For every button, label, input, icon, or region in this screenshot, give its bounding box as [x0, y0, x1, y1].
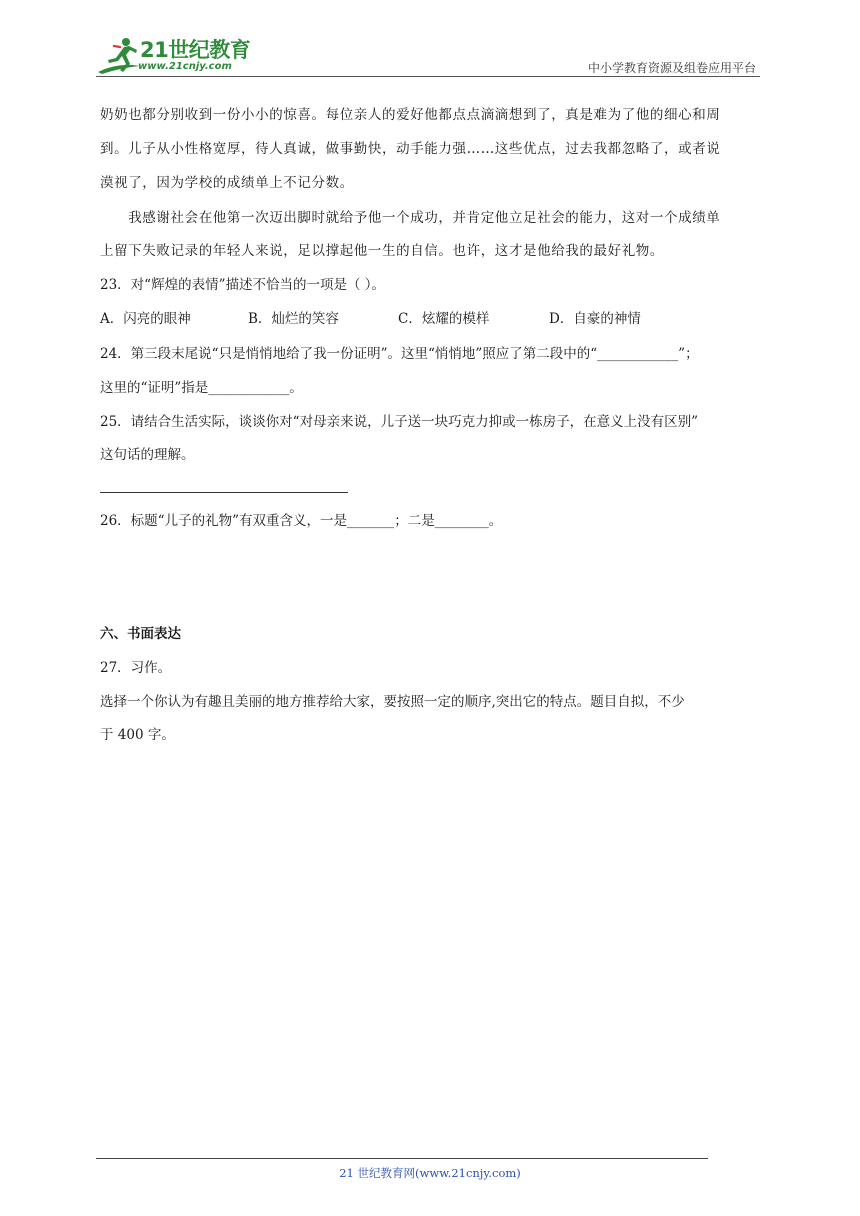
question-27: 27．习作。 [100, 660, 172, 676]
footer-divider [96, 1158, 708, 1159]
runner-logo-icon [96, 36, 142, 76]
page-header [0, 0, 860, 80]
passage-line-4: 我感谢社会在他第一次迈出脚时就给予他一个成功，并肯定他立足社会的能力，这对一个成绩单 [100, 210, 721, 226]
question-24-line-2: 这里的“证明”指是____________。 [100, 380, 303, 396]
passage-line-2: 到。儿子从小性格宽厚，待人真诚，做事勤快，动手能力强……这些优点，过去我都忽略了，或者说 [100, 141, 721, 157]
question-25-line-1: 25．请结合生活实际，谈谈你对“对母亲来说，儿子送一块巧克力抑或一栋房子，在意义上没有区别” [100, 414, 698, 430]
header-divider [96, 76, 760, 77]
passage-line-1: 奶奶也都分别收到一份小小的惊喜。每位亲人的爱好他都点点滴滴想到了，真是难为了他的细心和周 [100, 107, 721, 123]
q23-option-b[interactable]: B．灿烂的笑容 [248, 311, 339, 327]
site-logo[interactable] [96, 34, 256, 78]
passage-line-3: 漠视了，因为学校的成绩单上不记分数。 [100, 175, 354, 191]
writing-prompt-line-2: 于 400 字。 [100, 727, 175, 743]
question-25-line-2: 这句话的理解。 [100, 447, 195, 463]
q25-answer-line[interactable] [100, 492, 348, 493]
passage-line-5: 上留下失败记录的年轻人来说，足以撑起他一生的自信。也许，这才是他给我的最好礼物。 [100, 243, 664, 259]
q23-option-c[interactable]: C．炫耀的模样 [398, 311, 490, 327]
logo-wordmark: 21世纪教育 [140, 38, 251, 62]
question-24-line-1: 24．第三段末尾说“只是悄悄地给了我一份证明”。这里“悄悄地”照应了第二段中的“____________”； [100, 346, 699, 362]
question-26: 26．标题“儿子的礼物”有双重含义，一是_______；二是________。 [100, 513, 503, 529]
writing-prompt-line-1: 选择一个你认为有趣且美丽的地方推荐给大家，要按照一定的顺序,突出它的特点。题目自拟，不少 [100, 694, 685, 710]
footer-link[interactable]: 21 世纪教育网(www.21cnjy.com) [339, 1166, 521, 1180]
logo-url: www.21cnjy.com [138, 61, 232, 72]
platform-name: 中小学教育资源及组卷应用平台 [587, 61, 756, 75]
q23-option-d[interactable]: D．自豪的神情 [549, 311, 641, 327]
section-6-title: 六、书面表达 [100, 626, 181, 642]
question-23-stem: 23．对“辉煌的表情”描述不恰当的一项是（ ）。 [100, 277, 386, 293]
q23-option-a[interactable]: A．闪亮的眼神 [100, 311, 191, 327]
